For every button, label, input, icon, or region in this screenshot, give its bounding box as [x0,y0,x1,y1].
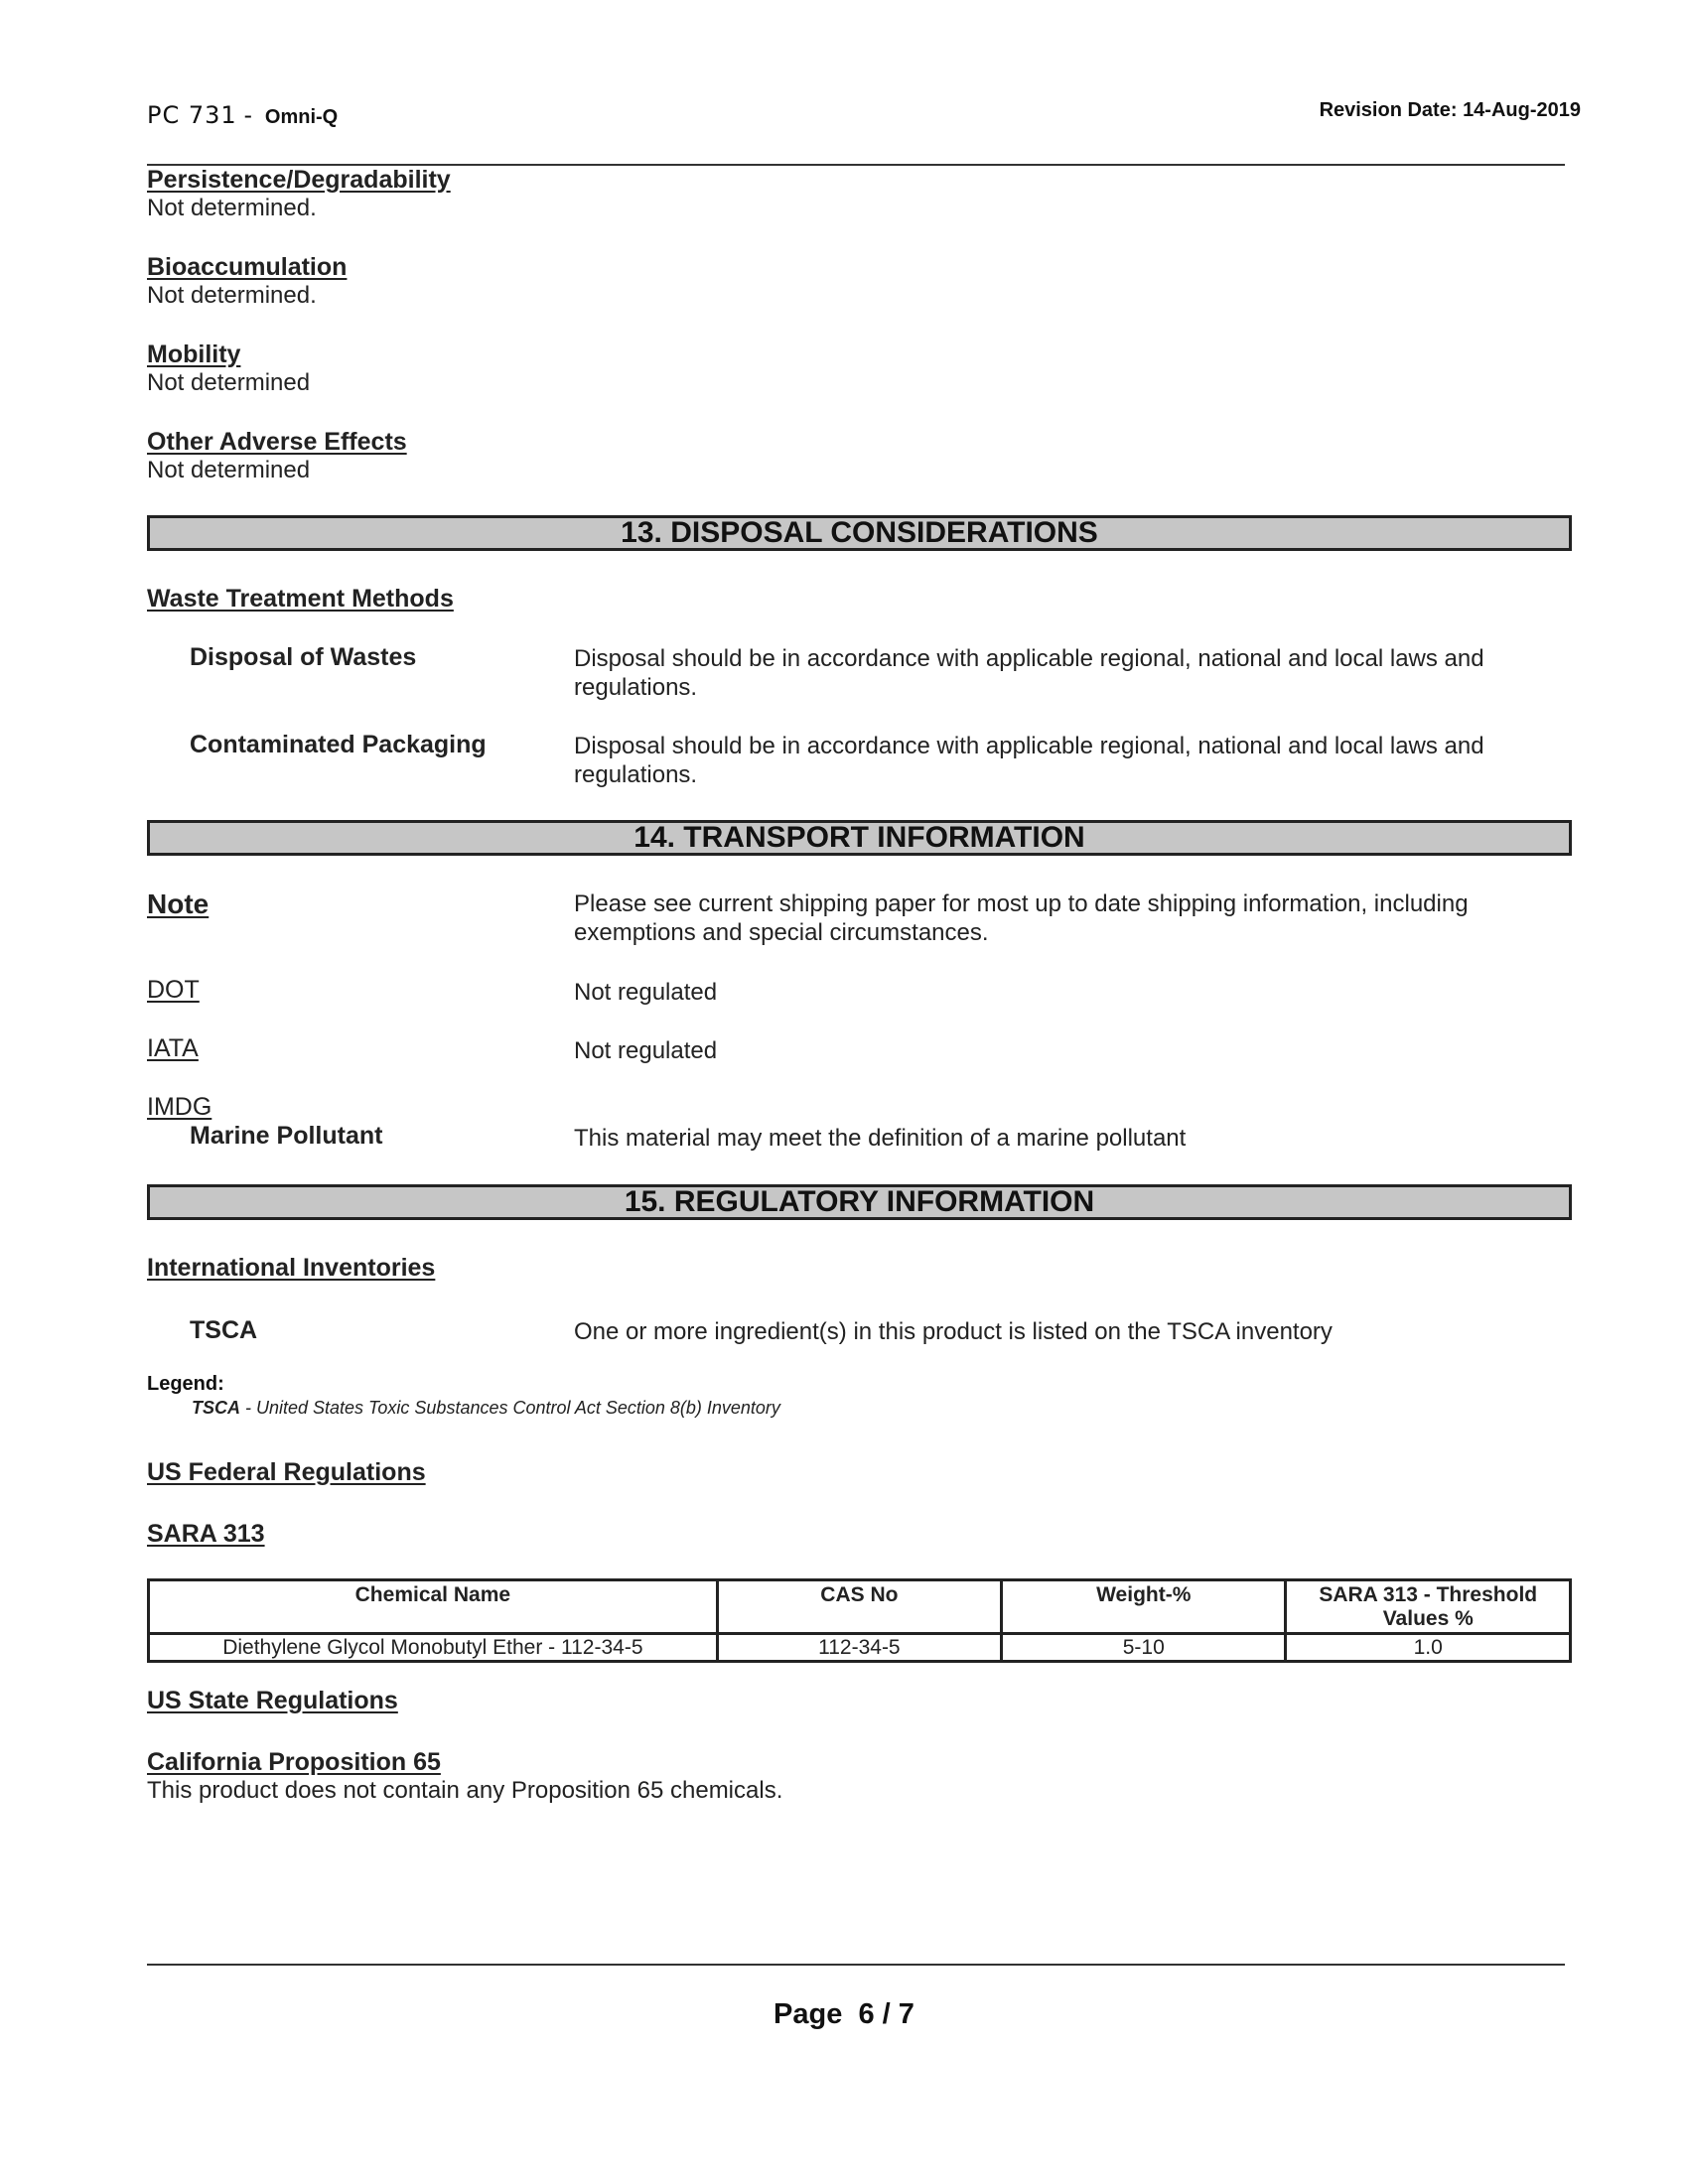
legend-entry [192,1398,780,1419]
mobility-heading: Mobility [147,341,241,368]
adverse-effects-heading: Other Adverse Effects [147,428,407,456]
note-value: Please see current shipping paper for most up to date shipping information, including exemptions and special circumstances. [574,890,1469,946]
page-label: Page [774,1998,843,2030]
col-cas-no: CAS No [717,1580,1001,1634]
international-inventories-heading: International Inventories [147,1254,436,1282]
iata-heading: IATA [147,1034,199,1062]
disposal-wastes-value: Disposal should be in accordance with applicable regional, national and local laws and regulations. [574,645,1484,701]
dot-heading: DOT [147,976,200,1004]
section-15-header: 15. REGULATORY INFORMATION [147,1184,1572,1220]
adverse-effects-text: Not determined [147,457,311,483]
cell-threshold: 1.0 [1286,1634,1571,1662]
tsca-value: One or more ingredient(s) in this product is listed on the TSCA inventory [574,1318,1333,1345]
mobility-text: Not determined [147,369,311,396]
prop65-text: This product does not contain any Proposition 65 chemicals. [147,1777,783,1804]
legend-description: - United States Toxic Substances Control Act Section 8(b) Inventory [240,1398,780,1418]
table-row [149,1634,1571,1662]
us-state-heading: US State Regulations [147,1687,398,1714]
col-weight: Weight-% [1002,1580,1286,1634]
revision-date [1320,99,1581,122]
contaminated-packaging-label: Contaminated Packaging [190,731,487,758]
col-threshold: SARA 313 - Threshold Values % [1286,1580,1571,1634]
product-code: PC 731 [147,101,237,129]
marine-pollutant-value: This material may meet the definition of a marine pollutant [574,1125,1187,1152]
footer-divider [147,1964,1565,1966]
tsca-label: TSCA [190,1316,258,1344]
marine-pollutant-label: Marine Pollutant [190,1122,383,1150]
sara-313-heading: SARA 313 [147,1520,265,1548]
cell-weight: 5-10 [1002,1634,1286,1662]
bioaccumulation-text: Not determined. [147,282,317,309]
table-header-row [149,1580,1571,1634]
section-14-header: 14. TRANSPORT INFORMATION [147,820,1572,856]
dot-value: Not regulated [574,979,718,1006]
persistence-text: Not determined. [147,195,317,221]
legend-abbreviation: TSCA [192,1398,240,1418]
document-code [147,101,338,130]
page-number [0,1998,1688,2031]
us-federal-heading: US Federal Regulations [147,1458,426,1486]
iata-value: Not regulated [574,1037,718,1064]
bioaccumulation-heading: Bioaccumulation [147,253,348,281]
imdg-heading: IMDG [147,1093,212,1121]
page-value: 6 / 7 [858,1998,914,2030]
section-13-header: 13. DISPOSAL CONSIDERATIONS [147,515,1572,551]
contaminated-packaging-value: Disposal should be in accordance with applicable regional, national and local laws and regulations. [574,733,1484,788]
note-heading: Note [147,888,210,919]
disposal-wastes-label: Disposal of Wastes [190,643,417,671]
cell-chemical-name: Diethylene Glycol Monobutyl Ether - 112-34-5 [149,1634,718,1662]
persistence-heading: Persistence/Degradability [147,166,451,194]
col-chemical-name: Chemical Name [149,1580,718,1634]
product-name: Omni-Q [264,106,339,128]
revision-label: Revision Date: [1319,99,1458,121]
legend-title: Legend: [147,1373,224,1395]
revision-value: 14-Aug-2019 [1463,99,1581,121]
cell-cas-no: 112-34-5 [717,1634,1001,1662]
header-separator: - [243,101,252,129]
sara-313-table [147,1578,1572,1663]
prop65-heading: California Proposition 65 [147,1748,441,1776]
waste-treatment-heading: Waste Treatment Methods [147,585,454,613]
